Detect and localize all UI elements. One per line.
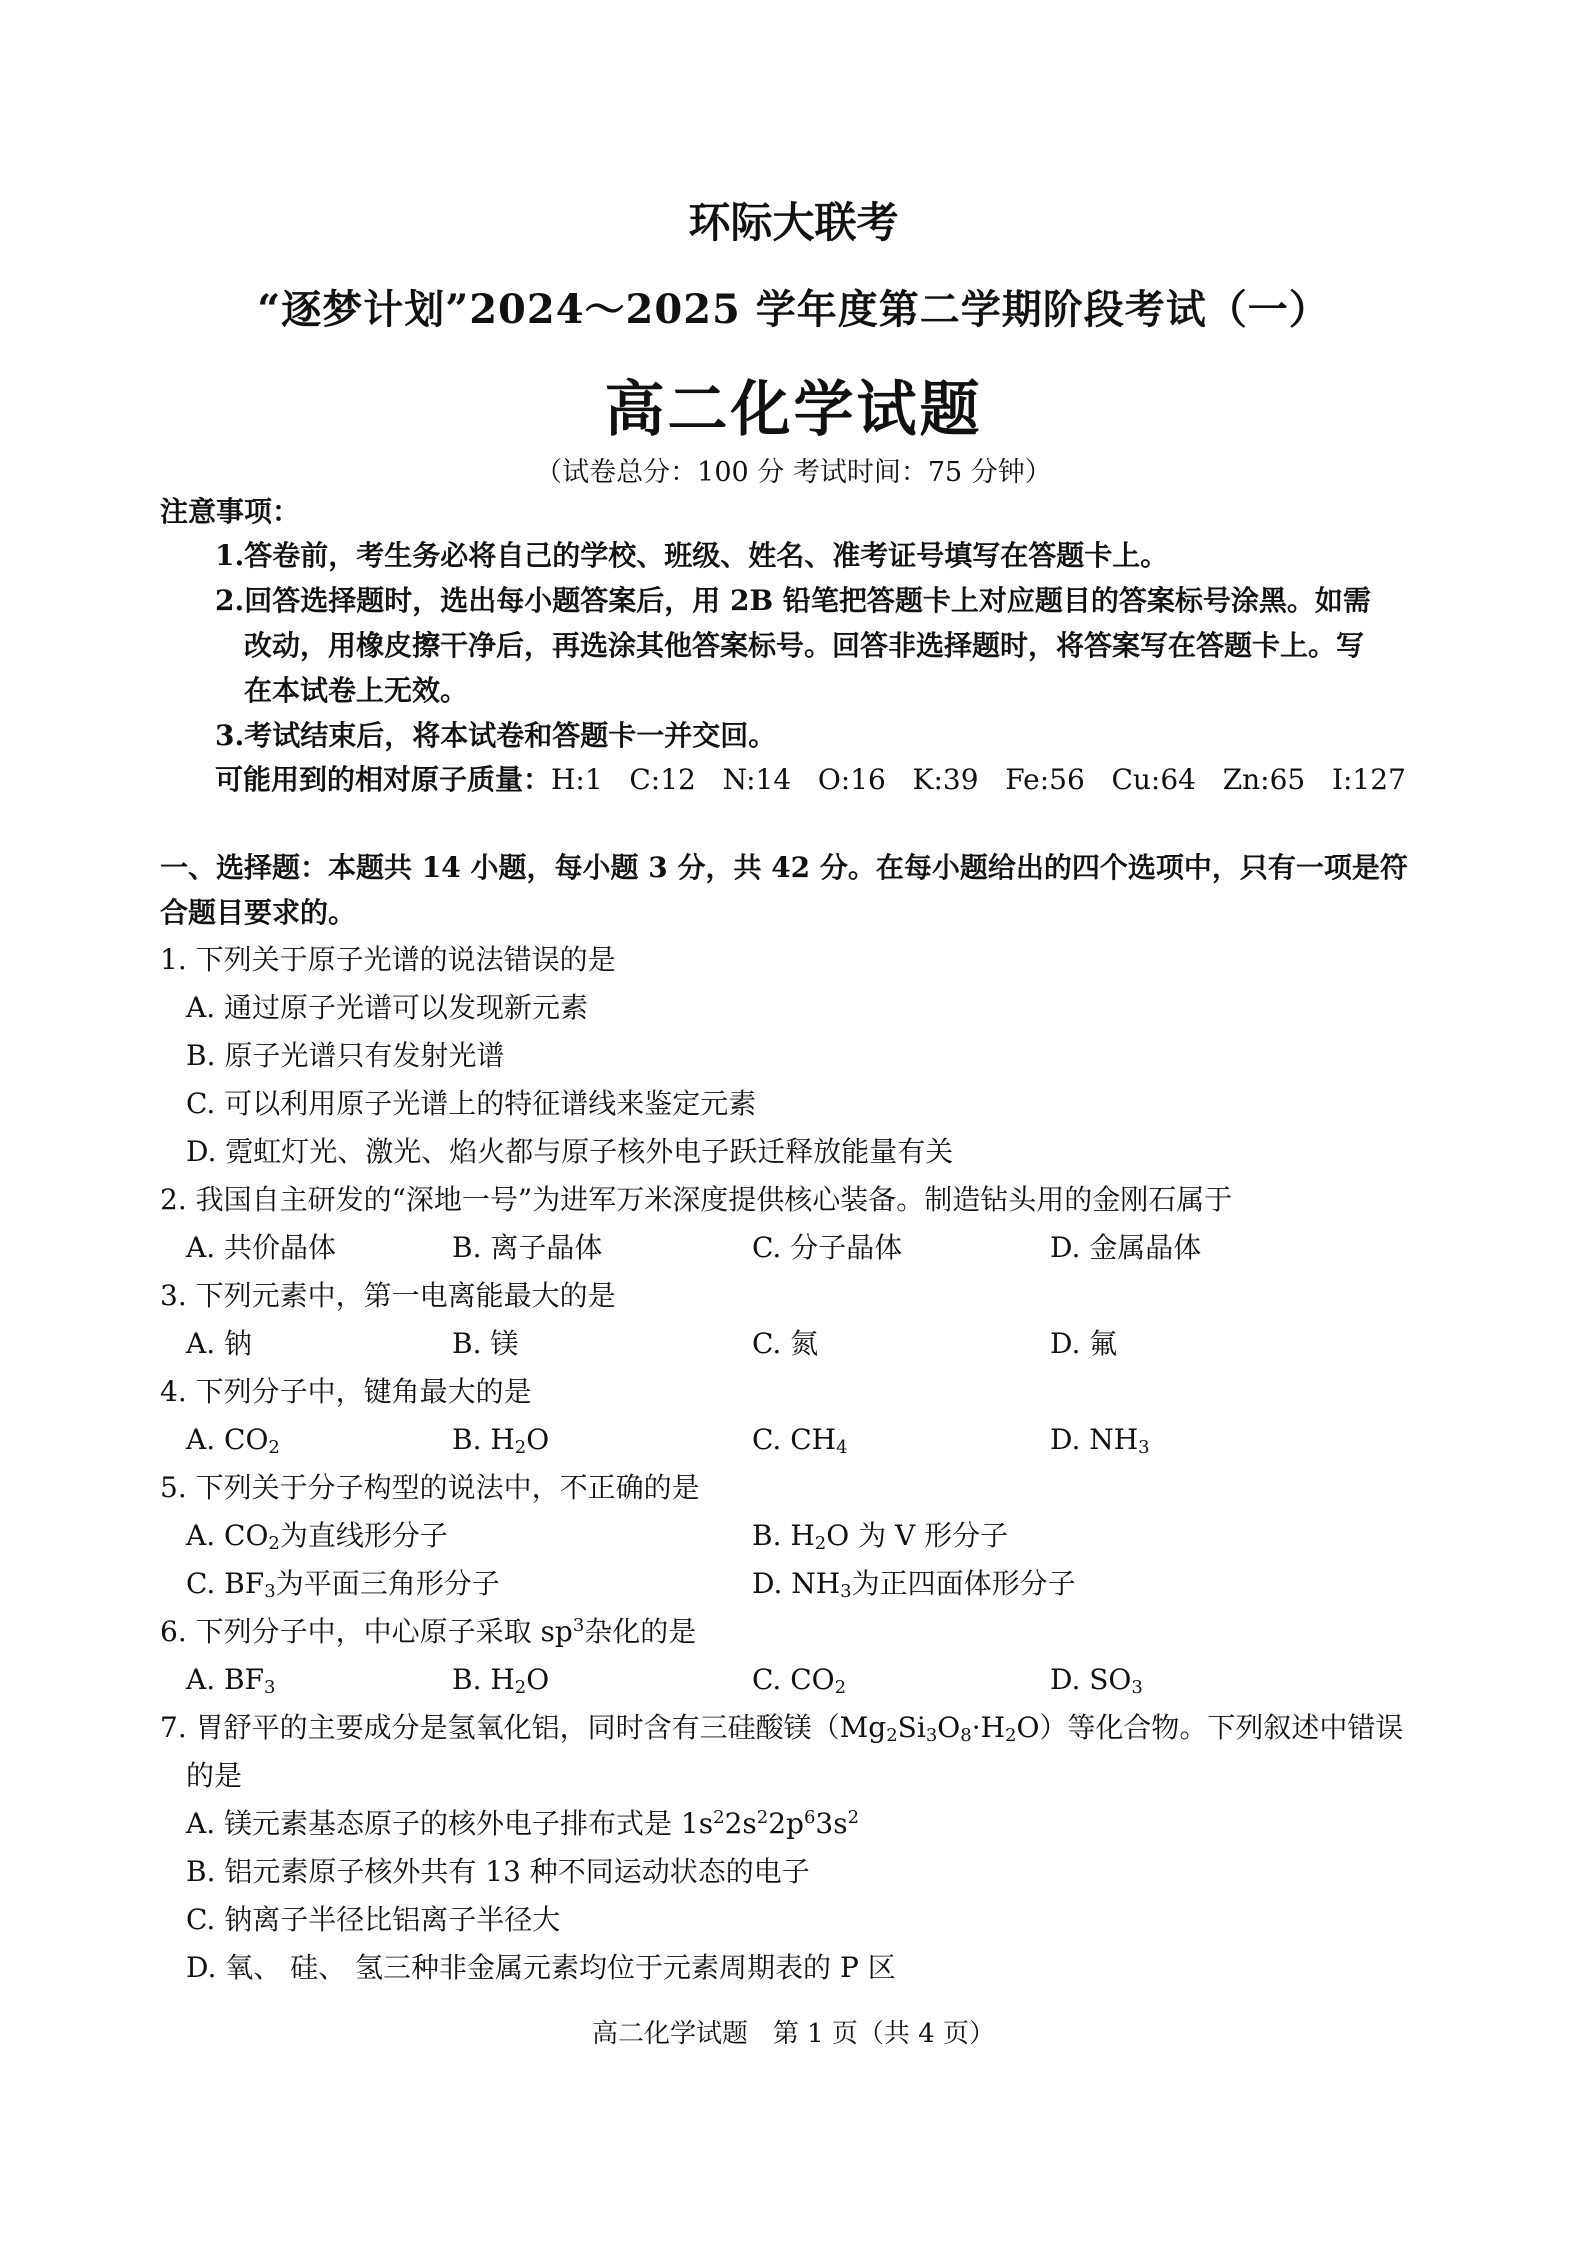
question-3-option-c: C. 氮: [752, 1327, 819, 1360]
atomic-mass-values: H:1 C:12 N:14 O:16 K:39 Fe:56 Cu:64 Zn:65 I:127: [551, 763, 1406, 796]
question-1-option-b: B. 原子光谱只有发射光谱: [186, 1039, 505, 1072]
question-7-option-c: C. 钠离子半径比铝离子半径大: [186, 1903, 561, 1936]
question-7-stem-line-2: 的是: [186, 1759, 243, 1792]
question-6-option-c: C. $CO_2$: [752, 1663, 847, 1698]
question-2-stem: 2. 我国自主研发的“深地一号”为进军万米深度提供核心装备。制造钻头用的金刚石属于: [160, 1183, 1233, 1216]
question-3-option-a: A. 钠: [186, 1327, 253, 1360]
atomic-mass-label: 可能用到的相对原子质量：: [215, 763, 552, 796]
exam-alliance-title: 环际大联考: [688, 198, 899, 247]
question-7-option-b: B. 铝元素原子核外共有 13 种不同运动状态的电子: [186, 1855, 810, 1888]
question-7-option-d: D. 氧、 硅、 氢三种非金属元素均位于元素周期表的 P 区: [186, 1951, 896, 1984]
question-5-option-b: B. $H_2O$ 为 V 形分子: [752, 1519, 1009, 1554]
question-6-stem: 6. 下列分子中，中心原子采取 $sp^3$杂化的是: [160, 1615, 697, 1648]
page-footer: 高二化学试题 第 1 页（共 4 页）: [592, 2019, 995, 2049]
question-6-option-a: A. $BF_3$: [186, 1663, 276, 1698]
exam-info: （试卷总分：100 分 考试时间：75 分钟）: [535, 457, 1052, 488]
question-5-option-a: A. $CO_2$为直线形分子: [186, 1519, 448, 1554]
exam-plan-title: “逐梦计划”2024～2025 学年度第二学期阶段考试（一）: [257, 286, 1330, 333]
question-6-option-d: D. $SO_3$: [1050, 1663, 1143, 1698]
section-heading-line-2: 合题目要求的。: [160, 896, 357, 929]
question-3-stem: 3. 下列元素中，第一电离能最大的是: [160, 1279, 616, 1312]
note-2-line-1: 2.回答选择题时，选出每小题答案后，用 2B 铅笔把答题卡上对应题目的答案标号涂黑。如需: [215, 584, 1371, 617]
question-3-option-d: D. 氟: [1050, 1327, 1118, 1360]
question-2-option-d: D. 金属晶体: [1050, 1231, 1202, 1264]
question-5-option-d: D. $NH_3$为正四面体形分子: [752, 1567, 1076, 1602]
notes-heading: 注意事项：: [160, 495, 301, 528]
question-5-option-c: C. $BF_3$为平面三角形分子: [186, 1567, 500, 1602]
question-7-option-a: A. 镁元素基态原子的核外电子排布式是 $1s^22s^22p^63s^2$: [186, 1807, 860, 1840]
question-1-stem: 1. 下列关于原子光谱的说法错误的是: [160, 943, 616, 976]
question-1-option-c: C. 可以利用原子光谱上的特征谱线来鉴定元素: [186, 1087, 757, 1120]
question-3-option-b: B. 镁: [452, 1327, 519, 1360]
question-2-option-b: B. 离子晶体: [452, 1231, 603, 1264]
note-2-line-2: 改动，用橡皮擦干净后，再选涂其他答案标号。回答非选择题时，将答案写在答题卡上。写: [244, 629, 1365, 662]
question-6-option-b: B. $H_2O$: [452, 1663, 550, 1698]
question-4-option-a: A. $CO_2$: [186, 1423, 280, 1458]
question-2-option-a: A. 共价晶体: [186, 1231, 337, 1264]
question-4-option-c: C. $CH_4$: [752, 1423, 848, 1458]
note-2-line-3: 在本试卷上无效。: [244, 674, 469, 707]
note-3: 3.考试结束后，将本试卷和答题卡一并交回。: [215, 719, 777, 752]
question-4-option-d: D. $NH_3$: [1050, 1423, 1150, 1458]
question-7-stem-line-1: 7. 胃舒平的主要成分是氢氧化铝，同时含有三硅酸镁$(Mg_2Si_3O_8\cdot H_2O)$等化合物。下列叙述中错误: [160, 1711, 1404, 1746]
exam-subject-title: 高二化学试题: [604, 375, 983, 445]
note-1: 1.答卷前，考生务必将自己的学校、班级、姓名、准考证号填写在答题卡上。: [215, 539, 1169, 572]
question-1-option-a: A. 通过原子光谱可以发现新元素: [186, 991, 589, 1024]
section-heading-line-1: 一、选择题：本题共 14 小题，每小题 3 分，共 42 分。在每小题给出的四个选项中，只有一项是符: [160, 851, 1408, 884]
question-4-option-b: B. $H_2O$: [452, 1423, 550, 1458]
question-4-stem: 4. 下列分子中，键角最大的是: [160, 1375, 532, 1408]
atomic-mass-line: [215, 762, 1406, 798]
question-2-option-c: C. 分子晶体: [752, 1231, 903, 1264]
question-5-stem: 5. 下列关于分子构型的说法中，不正确的是: [160, 1471, 700, 1504]
question-1-option-d: D. 霓虹灯光、激光、焰火都与原子核外电子跃迁释放能量有关: [186, 1135, 954, 1168]
